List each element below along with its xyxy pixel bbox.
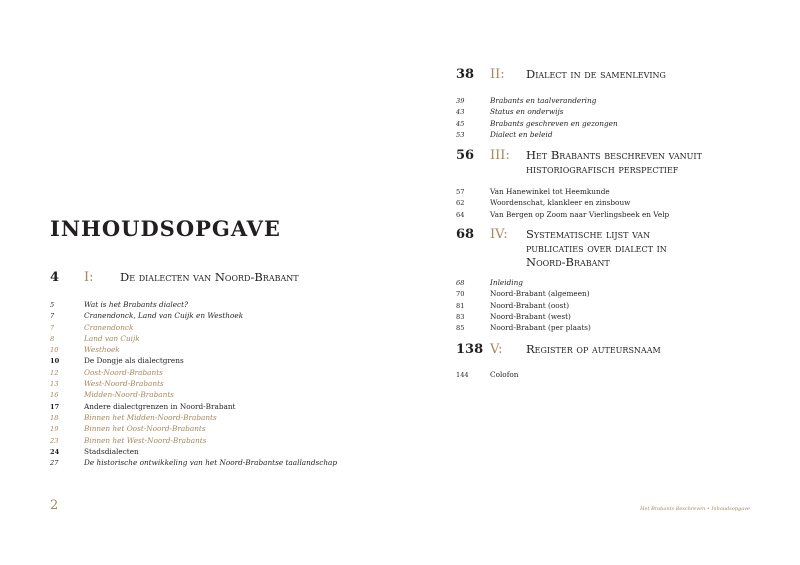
toc-entry-page: 19 [50,425,59,434]
section-entries-2 [456,92,618,137]
section-title-line: publicaties over dialect in [526,241,667,255]
section-title [526,148,702,176]
toc-entry-title: Noord-Brabant (oost) [490,300,570,310]
toc-entry-page: 12 [50,368,59,377]
toc-entry-title: Cranendonck [84,322,134,332]
section-roman-numeral: I: [84,270,94,285]
section-roman-numeral: IV: [490,227,508,242]
section-page-number: 4 [50,270,60,285]
toc-entry-page: 8 [50,334,55,343]
toc-entry-page: 23 [50,436,59,445]
toc-entry-title: Binnen het Oost-Noord-Brabants [84,424,206,434]
toc-entry-page: 17 [50,402,60,411]
toc-entry [50,409,337,420]
toc-entry-page: 81 [456,301,465,310]
toc-entry [456,308,591,319]
toc-entry-page: 13 [50,380,59,389]
section-heading-5 [456,342,776,358]
section-title-line: Systematische lijst van [526,227,651,241]
toc-entry [50,330,337,341]
toc-entry-page: 7 [50,312,55,321]
toc-entry-title: Brabants geschreven en gezongen [490,118,618,128]
section-heading-4 [456,227,776,271]
toc-entry-page: 24 [50,447,60,456]
toc-entry-title: Van Hanewinkel tot Heemkunde [490,187,610,196]
toc-entry [50,296,337,307]
toc-entry [456,366,519,377]
toc-entry-page: 85 [456,324,465,333]
toc-entry-title: Noord-Brabant (per plaats) [490,323,591,333]
toc-entry-page: 53 [456,130,465,139]
toc-entry [50,420,337,434]
toc-entry-title: Andere dialectgrenzen in Noord-Brabant [84,401,236,411]
toc-entry-page: 45 [456,119,465,128]
toc-entry-page: 16 [50,391,59,400]
toc-entry-page: 7 [50,323,55,332]
toc-entry-title: Binnen het Midden-Noord-Brabants [84,412,217,422]
toc-entry-title: Wat is het Brabants dialect? [84,300,188,309]
page-number: 2 [50,498,59,513]
section-entries-5 [456,366,519,377]
toc-entry-page: 43 [456,108,465,117]
toc-entry [50,364,337,375]
section-page-number: 68 [456,227,475,242]
toc-entry [50,307,337,321]
toc-entry-title: Noord-Brabant (west) [490,311,571,321]
toc-entry-title: De Dongje als dialectgrens [84,356,184,366]
section-entries-4 [456,274,591,333]
section-title [526,227,667,269]
section-title-line: De dialecten van Noord-Brabant [120,270,299,284]
section-page-number: 138 [456,342,484,357]
toc-entry [50,341,337,355]
section-title-line: Dialect in de samenleving [526,67,666,81]
section-title-line: Het Brabants beschreven vanuit [526,148,702,162]
toc-entry-title: Van Bergen op Zoom naar Vierlingsbeek en Velp [490,209,670,219]
toc-entry-title: Binnen het West-Noord-Brabants [84,435,207,445]
toc-entry-title: Status en onderwijs [490,107,564,117]
toc-entry-page: 62 [456,199,465,208]
toc-entry-title: Inleiding [490,278,523,287]
toc-entry [456,206,669,217]
toc-entry [50,386,337,400]
section-entries-1 [50,296,338,468]
toc-entry-page: 68 [456,279,465,287]
toc-entry-title: West-Noord-Brabants [84,379,164,389]
toc-entry [50,432,337,443]
section-title [526,67,666,81]
toc-entry [456,92,618,103]
toc-entry [50,352,337,366]
running-head: Het Brabants Beschreven • Inhoudsopgave [640,506,750,512]
section-heading-2 [456,67,776,83]
toc-entry-page: 39 [456,97,465,105]
toc-entry-title: Stadsdialecten [84,446,139,456]
toc-entry-title: De historische ontwikkeling van het Noord-Brabantse taallandschap [84,458,338,468]
toc-entry-title: Land van Cuijk [84,333,140,343]
toc-entry-title: Noord-Brabant (algemeen) [490,289,590,299]
section-page-number: 38 [456,67,475,82]
toc-entry-page: 10 [50,357,60,366]
section-entries-3 [456,183,669,217]
toc-entry [456,285,591,299]
section-title-line: Noord-Brabant [526,255,610,269]
toc-entry-title: Midden-Noord-Brabants [84,390,175,400]
toc-entry-page: 27 [50,459,59,468]
section-title-line: historiografisch perspectief [526,162,679,176]
toc-entry-title: Dialect en beleid [490,129,553,139]
toc-entry-page: 70 [456,290,465,299]
section-heading-3 [456,148,776,178]
section-title [526,342,661,356]
section-title [120,270,299,284]
toc-entry-title: Brabants en taalverandering [490,96,597,105]
toc-entry-page: 57 [456,188,465,196]
toc-entry [456,115,618,126]
section-page-number: 56 [456,148,475,163]
toc-entry [50,375,337,389]
section-roman-numeral: II: [490,67,505,82]
toc-entry [456,183,669,194]
toc-entry-page: 18 [50,413,59,422]
section-roman-numeral: III: [490,148,510,163]
toc-entry-title: Woordenschat, klankleer en zinsbouw [490,198,631,208]
toc-entry [50,398,337,409]
toc-entry-page: 5 [50,301,55,309]
page-title: INHOUDSOPGAVE [50,216,281,241]
toc-entry-title: Colofon [490,370,519,379]
toc-entry [456,319,591,333]
toc-entry-title: Cranendonck, Land van Cuijk en Westhoek [84,311,244,321]
toc-entry-title: Oost-Noord-Brabants [84,367,163,377]
toc-entry-page: 83 [456,312,465,321]
toc-entry [456,274,591,285]
section-heading-1 [50,270,370,286]
section-title-line: Register op auteursnaam [526,342,661,356]
toc-entry-title: Westhoek [84,345,120,355]
toc-entry [50,454,338,468]
toc-entry-page: 10 [50,346,59,355]
toc-entry-page: 144 [456,371,469,379]
toc-entry-page: 64 [456,210,465,219]
right-page [400,0,800,565]
section-roman-numeral: V: [490,342,503,357]
toc-entry [456,194,669,208]
